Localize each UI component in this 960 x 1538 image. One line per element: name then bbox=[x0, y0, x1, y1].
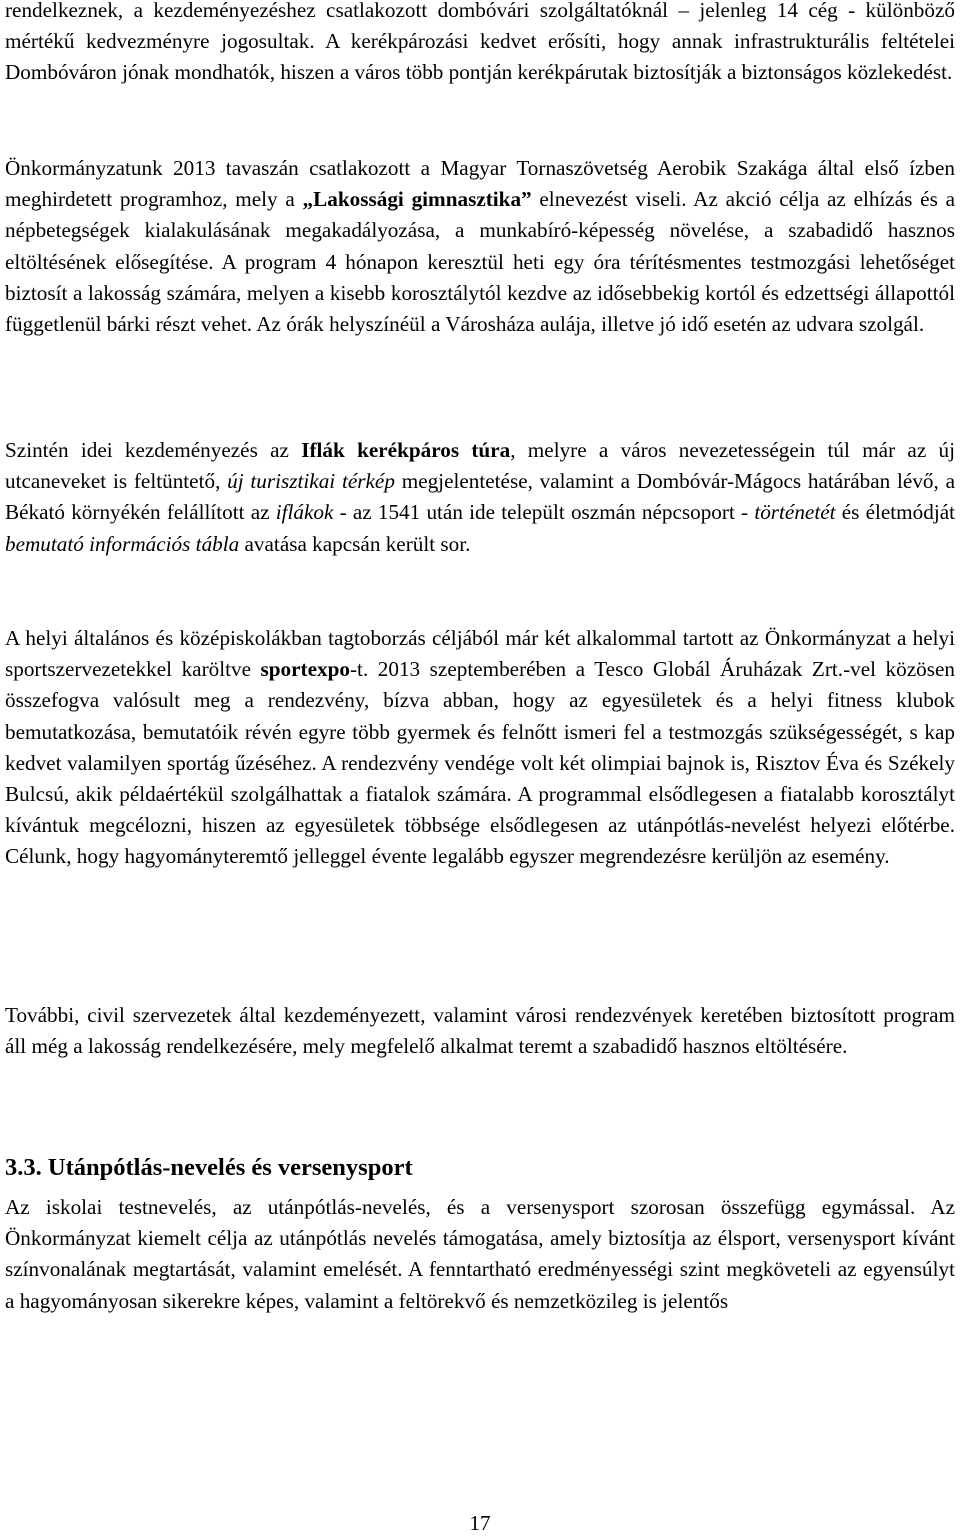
paragraph-civil-organizations bbox=[5, 1000, 955, 1062]
paragraph-text: Önkormányzatunk 2013 tavaszán csatlakozott a Magyar Tornaszövetség Aerobik Szakága által első ízben meghirdetett programhoz, mely a bbox=[5, 156, 955, 212]
section-heading: 3.3. Utánpótlás-nevelés és versenysport bbox=[5, 1154, 413, 1181]
paragraph-public-gymnastics bbox=[5, 153, 955, 340]
paragraph-text: - az 1541 után ide települt oszmán népcsoport - bbox=[333, 500, 755, 525]
bold-event-name: Iflák kerékpáros túra bbox=[301, 438, 511, 462]
italic-term: iflákok bbox=[275, 500, 334, 525]
paragraph-sportexpo bbox=[5, 623, 955, 873]
italic-term: történetét bbox=[754, 500, 836, 525]
paragraph-text: A helyi általános és középiskolákban tagtoborzás céljából már két alkalommal tartott az Önkormányzat a helyi sportszervezetekkel karöltve bbox=[5, 626, 955, 682]
page-number: 17 bbox=[469, 1511, 491, 1535]
paragraph-text: Szintén idei kezdeményezés az bbox=[5, 438, 302, 462]
paragraph-text: Az iskolai testnevelés, az utánpótlás-nevelés, és a versenysport szorosan összefügg egymással. Az Önkormányzat kiemelt célja az utánpótlás nevelés támogatása, amely biztosítja az élsport, versenysport kívánt színvonalának megtartását, valamint emelését. A fenntartható eredményességi szint megköveteli az egyensúlyt a hagyományosan sikerekre képes, valamint a feltörekvő és nemzetközileg is jelentős bbox=[5, 1195, 955, 1313]
paragraph-text: és életmódját bbox=[835, 500, 955, 525]
paragraph-text: További, civil szervezetek által kezdeményezett, valamint városi rendezvények keretében biztosított program áll még a lakosság rendelkezésére, mely megfelelő alkalmat teremt a szabadidő hasznos eltöltésére. bbox=[5, 1003, 955, 1059]
paragraph-text: avatása kapcsán került sor. bbox=[239, 531, 471, 556]
paragraph-youth-development bbox=[5, 1192, 955, 1317]
paragraph-text: megjelentetése, valamint a Dombóvár-Mágocs határában lévő, a Békató környékén felállított az bbox=[5, 469, 955, 525]
paragraph-text: elnevezést viseli. Az akció célja az elhízás és a népbetegségek kialakulásának megakadályozása, a munkabíró-képesség növelése, a szabadidő hasznos eltöltésének elősegítése. A program 4 hónapon keresztül heti egy óra térítésmentes testmozgási lehetőséget biztosít a lakosság számára, melyen a kisebb korosztálytól kezdve az idősebbekig kortól és edzettségi állapottól függetlenül bárki részt vehet. Az órák helyszínéül a Városháza aulája, illetve jó idő esetén az udvara szolgál. bbox=[5, 187, 955, 337]
paragraph-iflak-bike-tour bbox=[5, 435, 955, 560]
paragraph-text: -t. 2013 szeptemberében a Tesco Globál Áruházak Zrt.-vel közösen összefogva valósult meg a rendezvény, bízva abban, hogy az egyesületek és a helyi fitness klubok bemutatkozása, bemutatóik révén egyre több gyermek és felnőtt ismeri fel a testmozgás szükségességét, s kap kedvet valamilyen sportág űzéséhez. A rendezvény vendége volt két olimpiai bajnok is, Risztov Éva és Székely Bulcsú, akik példaértékül szolgálhattak a fiatalok számára. A programmal elsődlegesen a fiatalabb korosztályt kívántuk megcélozni, hiszen az egyesületek többsége elsődlegesen az utánpótlás-nevelést helyezi előtérbe. Célunk, hogy hagyományteremtő jelleggel évente legalább egyszer megrendezésre kerüljön az esemény. bbox=[5, 657, 955, 869]
paragraph-text: rendelkeznek, a kezdeményezéshez csatlakozott dombóvári szolgáltatóknál – jelenleg 14 cég - különböző mértékű kedvezményre jogosultak. A kerékpározási kedvet erősíti, hogy annak infrastrukturális feltételei Dombóváron jónak mondhatók, hiszen a város több pontján kerékpárutak biztosítják a biztonságos közlekedést. bbox=[5, 0, 955, 85]
paragraph-cycling-discounts bbox=[5, 0, 955, 89]
italic-term: új turisztikai térkép bbox=[227, 469, 395, 494]
paragraph-text: , melyre a város nevezetességein túl már az új utcaneveket is feltüntető, bbox=[5, 438, 956, 494]
bold-program-name: „Lakossági gimnasztika” bbox=[302, 187, 532, 212]
italic-term: bemutató információs tábla bbox=[5, 531, 240, 556]
bold-event-name: sportexpo bbox=[260, 657, 350, 682]
